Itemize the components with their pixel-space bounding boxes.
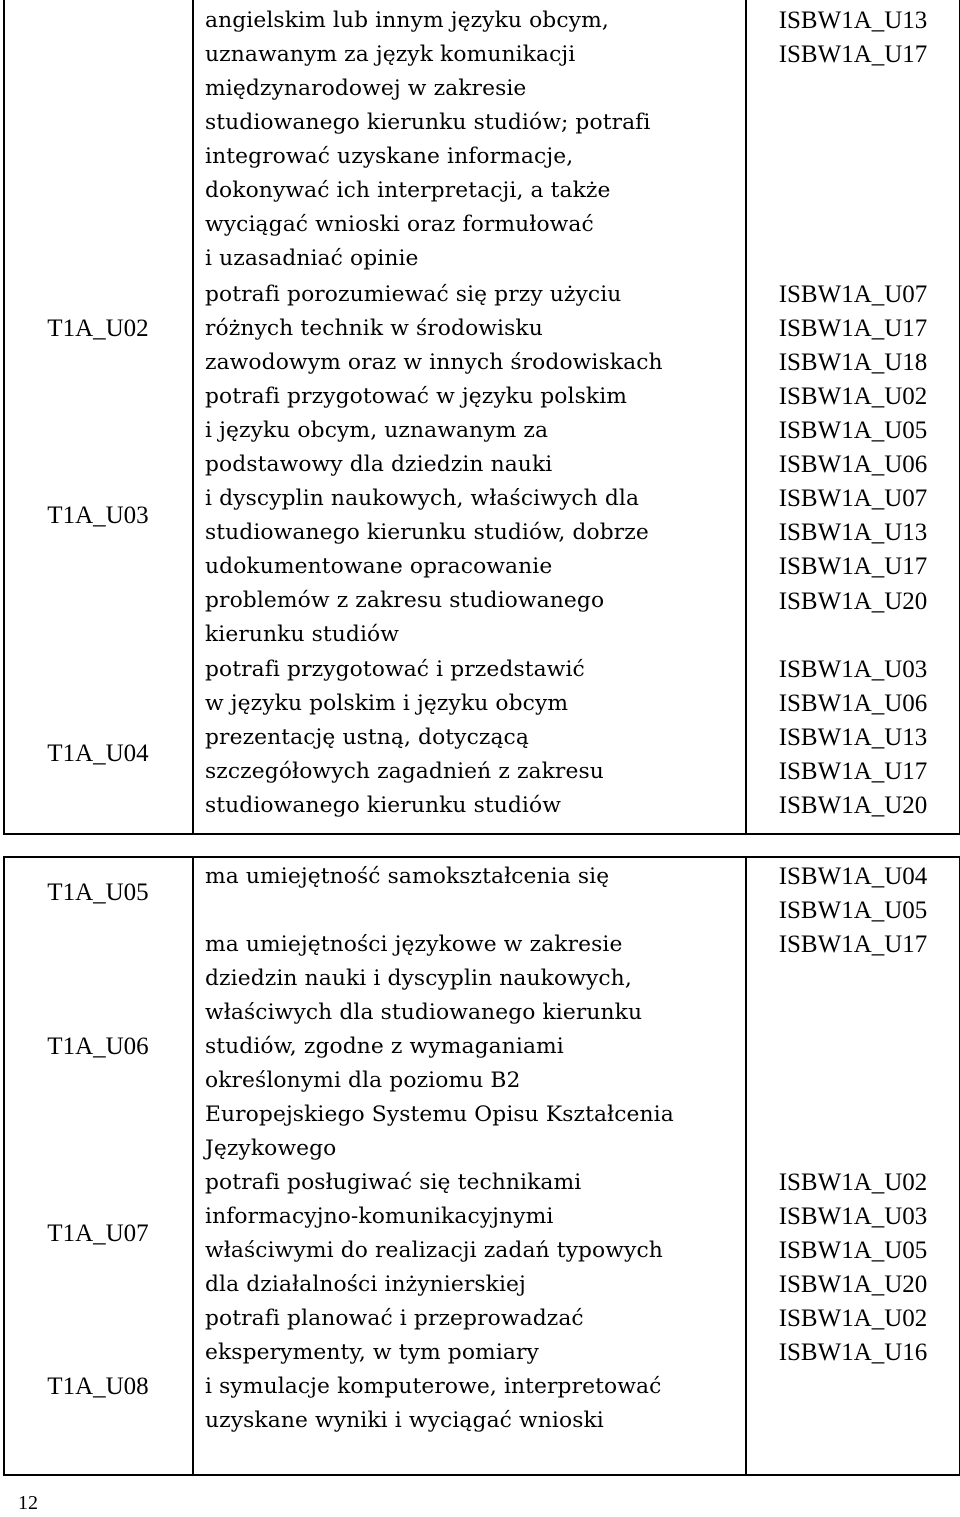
- outcome-description: potrafi posługiwać się technikami informacyjno-komunikacyjnymi właściwymi do realizacji zadań typowych dla działalności inżynierskiej: [205, 1170, 663, 1297]
- outcome-description: ma umiejętności językowe w zakresie dziedzin nauki i dyscyplin naukowych, właściwych dla studiowanego kierunku studiów, zgodne z wymaganiami określonymi dla poziomu B2 Europejskiego Systemu Opisu Kształcenia Językowego: [205, 932, 674, 1161]
- outcome-description: angielskim lub innym języku obcym, uznawanym za język komunikacji międzynarodowej w zakresie studiowanego kierunku studiów; potrafi integrować uzyskane informacje, dokonywać ich interpretacji, a także wyciągać wnioski oraz formułować i uzasadniać opinie: [205, 8, 651, 271]
- outcome-description: potrafi planować i przeprowadzać eksperymenty, w tym pomiary i symulacje komputerowe, interpretować uzyskane wyniki i wyciągać wnioski: [205, 1306, 662, 1433]
- table-block-bottom: [3, 856, 960, 1476]
- outcome-references: ISBW1A_U03 ISBW1A_U06 ISBW1A_U13 ISBW1A_U17 ISBW1A_U20: [778, 656, 928, 820]
- outcome-references: ISBW1A_U13 ISBW1A_U17: [778, 7, 928, 69]
- outcome-references: ISBW1A_U07 ISBW1A_U17 ISBW1A_U18: [778, 281, 928, 377]
- outcome-code: T1A_U04: [47, 740, 149, 767]
- outcome-code: T1A_U06: [47, 1033, 149, 1060]
- outcome-references: ISBW1A_U02 ISBW1A_U05 ISBW1A_U06 ISBW1A_U07 ISBW1A_U13 ISBW1A_U17 ISBW1A_U20: [778, 383, 928, 615]
- outcome-code: T1A_U08: [47, 1373, 149, 1400]
- outcome-code: T1A_U05: [47, 879, 149, 906]
- column-divider: [192, 858, 194, 1474]
- outcome-references: ISBW1A_U17: [778, 931, 928, 958]
- outcome-code: T1A_U07: [47, 1220, 149, 1247]
- outcome-description: potrafi porozumiewać się przy użyciu różnych technik w środowisku zawodowym oraz w innych środowiskach: [205, 282, 663, 375]
- outcome-code: T1A_U02: [47, 315, 149, 342]
- outcome-description: ma umiejętność samokształcenia się: [205, 864, 610, 889]
- outcome-references: ISBW1A_U02 ISBW1A_U03 ISBW1A_U05 ISBW1A_U20: [778, 1169, 928, 1299]
- outcome-code: T1A_U03: [47, 502, 149, 529]
- page-number: 12: [18, 1492, 38, 1514]
- outcome-references: ISBW1A_U04 ISBW1A_U05: [778, 863, 928, 925]
- table-block-top: [3, 0, 960, 835]
- learning-outcomes-table: [3, 0, 959, 1472]
- column-divider: [192, 0, 194, 833]
- outcome-description: potrafi przygotować w języku polskim i języku obcym, uznawanym za podstawowy dla dziedzin nauki i dyscyplin naukowych, właściwych dla studiowanego kierunku studiów, dobrze udokumentowane opracowanie problemów z zakresu studiowanego kierunku studiów: [205, 384, 649, 647]
- outcome-description: potrafi przygotować i przedstawić w języku polskim i języku obcym prezentację ustną, dotyczącą szczegółowych zagadnień z zakresu studiowanego kierunku studiów: [205, 657, 604, 818]
- outcome-references: ISBW1A_U02 ISBW1A_U16: [778, 1305, 928, 1367]
